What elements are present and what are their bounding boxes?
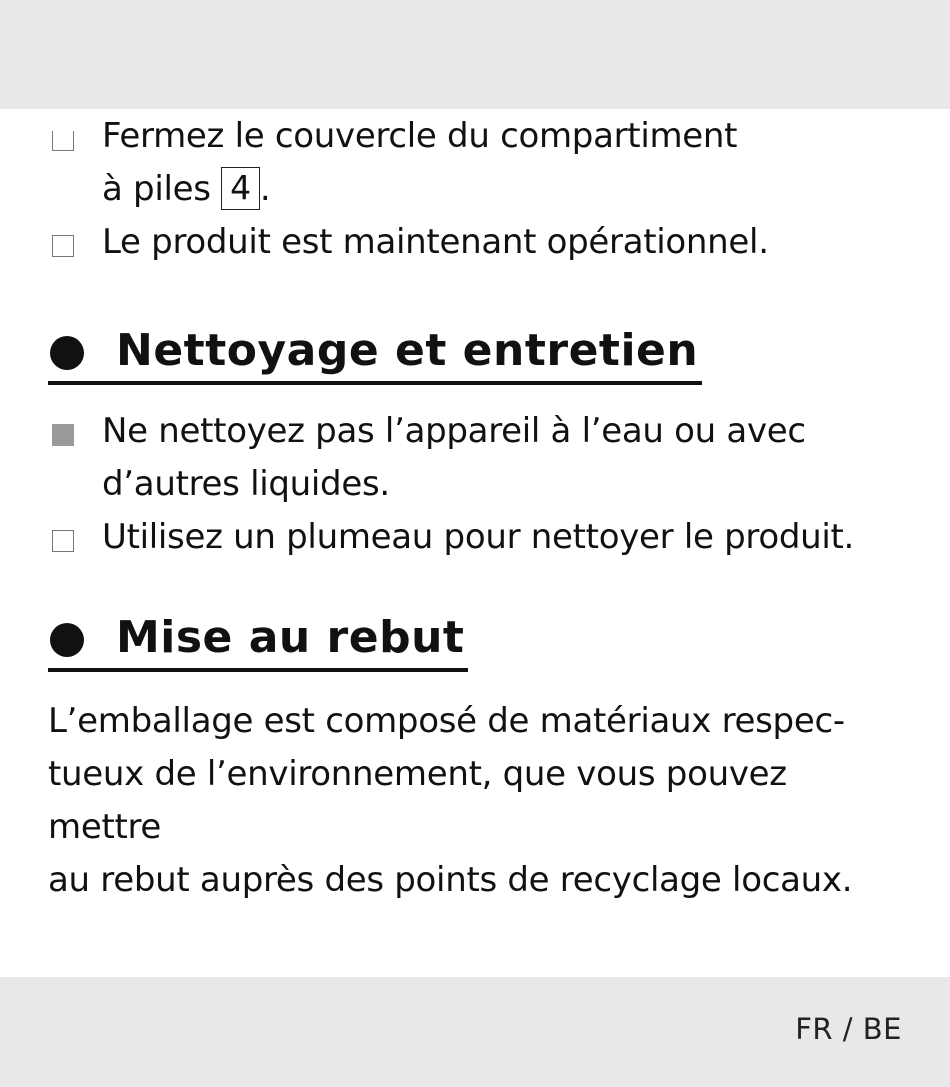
- filled-square-icon: [52, 424, 74, 446]
- section-heading-cleaning: [48, 321, 702, 385]
- checkbox-square-icon: [52, 235, 74, 257]
- bullet-dot-icon: [50, 336, 84, 370]
- paragraph-line: tueux de l’environnement, que vous pouvez mettre: [48, 754, 787, 847]
- checkbox-square-icon: [52, 530, 74, 552]
- list-item: [48, 216, 908, 269]
- bullet-dot-icon: [50, 623, 84, 657]
- section-heading-text: Mise au rebut: [116, 612, 465, 663]
- top-margin-band: [0, 0, 950, 109]
- list-item-line: Ne nettoyez pas l’appareil à l’eau ou avec: [102, 411, 806, 451]
- section-heading-text: Nettoyage et entretien: [116, 325, 699, 376]
- list-item-line: d’autres liquides.: [102, 464, 390, 504]
- list-item-text: à piles: [102, 169, 211, 209]
- list-item-text: Le produit est maintenant opérationnel.: [102, 222, 769, 262]
- list-item: [48, 110, 908, 216]
- paragraph-line: L’emballage est composé de matériaux respec-: [48, 701, 845, 741]
- list-item-text: Utilisez un plumeau pour nettoyer le produit.: [102, 517, 855, 557]
- section-heading-disposal: [48, 608, 468, 672]
- list-item: [48, 511, 908, 564]
- paragraph-line: au rebut auprès des points de recyclage locaux.: [48, 860, 853, 900]
- period: .: [259, 169, 271, 209]
- disposal-paragraph: [48, 695, 908, 907]
- list-item-line: Fermez le couvercle du compartiment: [102, 116, 738, 156]
- checkbox-square-icon: [52, 131, 74, 151]
- language-label: FR / BE: [795, 1012, 902, 1046]
- list-item-warning: [48, 405, 908, 511]
- reference-number-box: 4: [221, 167, 260, 210]
- list-item-line: [102, 163, 908, 216]
- page-content: [48, 110, 908, 907]
